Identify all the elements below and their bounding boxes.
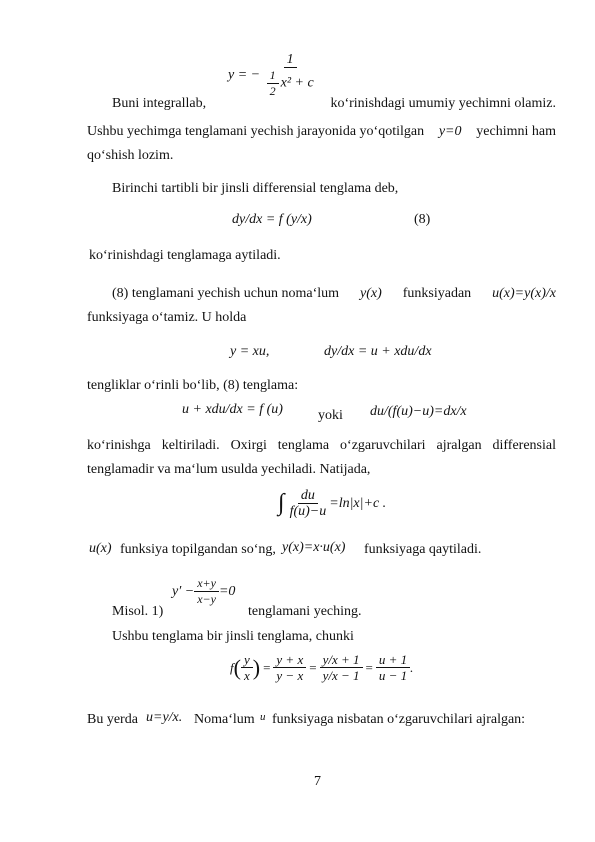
integral-fraction [287,488,330,519]
half-num: 1 [267,68,279,84]
y-zero-math: y=0 [438,124,462,139]
p2: Birinchi tartibli bir jinsli differensial tenglama deb, [112,181,399,196]
eq-f-n3: u + 1 [376,652,410,668]
example-equation [172,576,235,607]
p6-line2: tenglamadir va ma‘lum usulda yechiladi. Natijada, [87,462,371,477]
p1-line1-left: Buni integrallab, [112,96,207,111]
eq-y-fraction [264,52,317,99]
eq-f-eq3: = [365,659,373,675]
eq-t-b: du/(f(u)−u)=dx/x [370,404,467,419]
eq-f-eq1: = [263,659,271,675]
p7-text-a: funksiya topilgandan so‘ng, [120,542,276,557]
example-text: tenglamani yeching. [248,604,362,619]
eq-f-lparen: ( [233,654,241,680]
p7-yx: y(x)=x·u(x) [282,540,346,555]
p4-line1 [112,286,556,302]
p1-line2-end: yechimni ham [476,124,556,139]
eq-f-eq2: = [309,659,317,675]
p8: Ushbu tenglama bir jinsli tenglama, chunki [112,629,354,644]
p9-u: u=y/x. [146,710,183,725]
eq-f-chain [230,652,413,683]
eq-f-n2: y/x + 1 [320,652,363,668]
p1-line2 [87,124,556,140]
half-den: 2 [269,84,276,98]
eq-y-num: 1 [284,52,297,68]
p4-yx: y(x) [360,286,382,301]
p9-a: Bu yerda [87,712,138,727]
p4-line2: funksiyaga o‘tamiz. U holda [87,310,247,325]
eq-f-name: f [230,659,234,675]
p9-b: Noma‘lum [194,712,255,727]
integral-den: f(u)−u [289,504,327,519]
equation-8-number: (8) [414,212,431,227]
eq-f-d1: y − x [276,668,304,683]
eq-f-d3: u − 1 [378,668,408,683]
eq-f-arg [241,652,253,683]
integral-sign: ∫ [278,490,285,516]
eq-y-lhs: y = − [228,67,261,83]
eq-sub-b: dy/dx = u + xdu/dx [324,344,432,359]
eq-f-d2: y/x − 1 [322,668,360,683]
p6-line1: ko‘rinishga keltiriladi. Oxirgi tenglama o‘zgaruvchilari ajralgan differensial [87,438,556,453]
p1-line3: qo‘shish lozim. [87,148,174,163]
example-fraction [194,576,219,607]
p4-text-a: (8) tenglamani yechish uchun noma‘lum [112,286,340,301]
eq-f-arg-num: y [241,652,253,668]
page-number: 7 [314,774,321,789]
p7-text-b: funksiyaga qaytiladi. [364,542,482,557]
eq-f-end: . [410,659,414,675]
example-num: x+y [194,576,219,592]
eq-y-half [267,68,279,99]
eq-f-rparen: ) [252,654,261,680]
example-rhs: =0 [218,583,236,599]
eq-f-arg-den: x [243,668,250,683]
eq-y-den-main: x² + c [280,75,314,91]
eq-f-n1: y + x [273,652,306,668]
p4-text-b: funksiyadan [402,286,472,301]
p5: tengliklar o‘rinli bo‘lib, (8) tenglama: [87,378,299,393]
eq-f-frac3 [376,652,410,683]
p9-uu: u [260,711,266,723]
example-lhs: y′ − [172,583,195,599]
eq-f-frac1 [273,652,306,683]
example-den: x−y [197,592,216,606]
equation-y-solution [228,52,317,99]
eq-t-yoki: yoki [318,408,343,423]
eq-t-a: u + xdu/dx = f (u) [182,402,283,417]
p7-ux: u(x) [89,541,112,556]
p4-u: u(x)=y(x)/x [492,286,556,301]
equation-8: dy/dx = f (y/x) [232,212,312,227]
p1-line2-text: Ushbu yechimga tenglamani yechish jarayonida yo‘qotilgan [87,124,425,139]
p3: ko‘rinishdagi tenglamaga aytiladi. [89,248,281,263]
example-label: Misol. 1) [112,604,164,619]
eq-f-frac2 [320,652,363,683]
p9-c: funksiyaga nisbatan o‘zgaruvchilari ajralgan: [272,712,526,727]
eq-sub-a: y = xu, [230,344,270,359]
integral-rhs: =ln|x|+c . [329,495,387,511]
p1-line1-right: ko‘rinishdagi umumiy yechimni olamiz. [330,96,556,111]
integral-num: du [298,488,318,504]
eq-y-den [264,68,317,99]
eq-integral [278,488,386,519]
